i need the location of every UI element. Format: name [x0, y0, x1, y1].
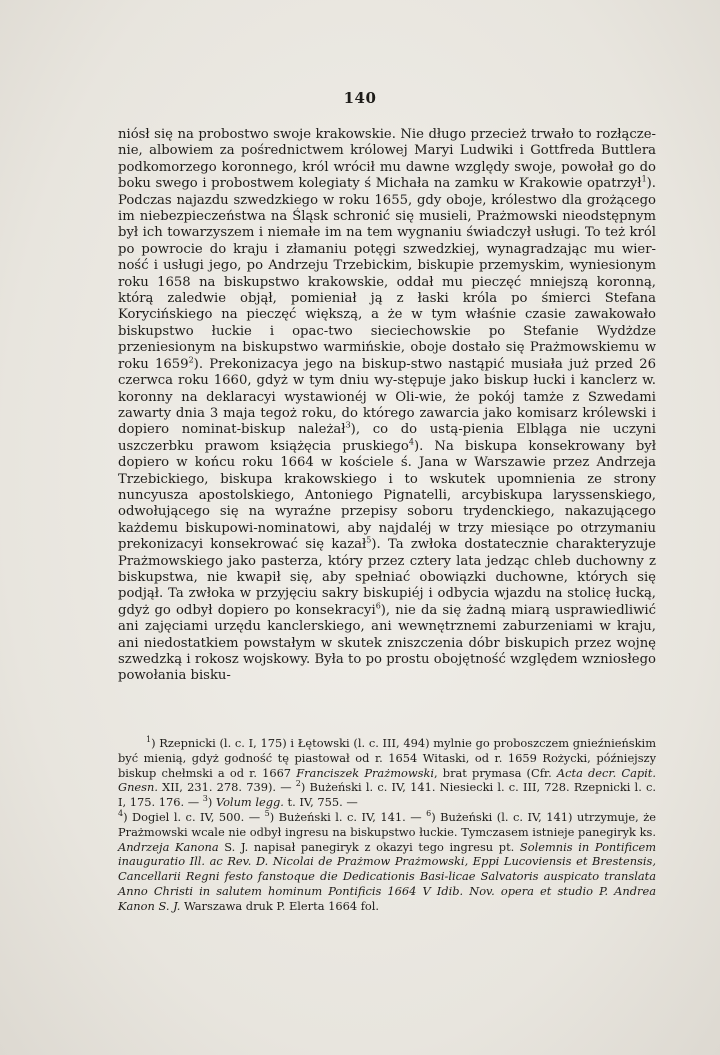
footnote-ref-4: 4 [408, 437, 414, 447]
footnote-ref-3: 3 [345, 420, 351, 430]
text-segment: ), co do ustą-pienia Elbląga nie uczyni uszczerbku prawom książęcia pruskiego [118, 422, 656, 454]
footnotes [118, 736, 656, 914]
text-segment: ). Na biskupa konsekrowany był dopiero w końcu roku 1664 w kościele ś. Jana w Warszawie przez Andrzeja Trzebickiego, biskupa krakowskiego i to wskutek upomnienia ze strony nuncyusza apostolskiego, Antoniego Pignatelli, arcybiskupa laryssenskiego, odwołującego się na wyraźne przepisy soboru trydenckiego, nakazującego każdemu biskupowi-nominatowi, aby najdaléj w trzy miesiące po otrzymaniu prekonizacyi konsekrować się kazał [118, 438, 656, 553]
footnote-text: ) Bużeński (l. c. IV, 141) utrzymuje, że Prażmowski wcale nie odbył ingresu na biskupstwo łuckie. Tymczasem istnieje panegiryk ks. [118, 809, 657, 839]
footnote-text: S. J. napisał panegiryk z okazyi tego ingresu pt. [218, 839, 520, 854]
text-segment: ), nie da się żadną miarą usprawiedliwić ani zajęciami urzędu kanclerskiego, ani wewnętrznemi zaburzeniami w kraju, ani niedostatkiem powstałym w skutek zniszczenia dóbr biskupich przez wojnę szwedzką i rokosz wojskowy. Była to po prostu obojętność względem wzniosłego powołania bisku- [118, 602, 656, 684]
footnote-text: ) Bużeński l. c. IV, 141. — [269, 809, 427, 824]
footnote-mark-6: 6 [426, 809, 432, 819]
footnote-text: t. IV, 755. — [283, 795, 358, 810]
footnote-text: , brat prymasa (Cfr. [434, 765, 557, 780]
main-text [118, 127, 656, 685]
footnote-mark-1: 1 [146, 735, 152, 745]
footnote-mark-2: 2 [295, 779, 301, 789]
footnote-mark-4: 4 [118, 809, 124, 819]
footnote-mark-5: 5 [264, 809, 270, 819]
footnote-italic: Andrzeja Kanona [118, 839, 219, 854]
footnote-italic: Volum legg. [215, 795, 284, 810]
footnote-ref-5: 5 [366, 535, 372, 545]
text-segment: ). Ta zwłoka dostatecznie charakteryzuje Prażmowskiego jako pasterza, który przez cztery lata jedząc chleb duchowny z biskupstwa, nie kwapił się, aby spełniać obowiązki duchowne, których się podjął. Ta zwłoka w przyjęciu sakry biskupiéj i odbycia wjazdu na stolicę łucką, gdyż go odbył dopiero po konsekracyi [118, 537, 656, 618]
text-segment: ). Podczas najazdu szwedzkiego w roku 1655, gdy oboje, królestwo dla grożącego im niebezpieczeństwa na Śląsk schronić się musieli, Prażmowski nieodstępnym był ich towarzyszem i niemałe im na tem wygnaniu świadczył usługi. To też król po powrocie do kraju i złamaniu potęgi szwedzkiej, wynagradzając mu wier-ność i usługi jego, po Andrzeju Trzebickim, biskupie przemyskim, wyniesionym roku 1658 na biskupstwo krakowskie, oddał mu pieczęć mniejszą koronną, którą zaledwie objął, pomieniał ją z łaski króla po śmierci Stefana Korycińskiego na pieczęć większą, a że w tym właśnie czasie zawakowało biskupstwo łuckie i opac-two sieciechowskie po Stefanie Wydżdze przeniesionym na biskupstwo warmińskie, oboje dostało się Prażmowskiemu w roku 1659 [118, 176, 656, 372]
footnote-italic: Franciszek Prażmowski [296, 765, 435, 780]
footnote-text: Warszawa druk P. Elerta 1664 fol. [180, 898, 380, 913]
page-number: 140 [343, 89, 377, 107]
footnote-text: ) Dogiel l. c. IV, 500. — [123, 809, 265, 824]
footnote-text: XII, 231. 278. 739). — [157, 780, 296, 795]
footnote-ref-1: 1 [641, 174, 647, 184]
text-segment: ). Prekonizacya jego na biskup-stwo nastąpić musiała już przed 26 czerwca roku 1660, gdyż w tym dniu wy-stępuje jako biskup łucki i kanclerz w. koronny na deklaracyi wystawionéj w Oli-wie, że pokój tamże z Szwedami zawarty dnia 3 maja tegoż roku, do którego zawarcia jako komisarz królewski i dopiero nominat-biskup należał [118, 356, 656, 438]
footnote-mark-3: 3 [202, 794, 208, 804]
main-paragraph [118, 127, 656, 685]
text-segment: niósł się na probostwo swoje krakowskie. Nie długo przecież trwało to rozłącze-nie, albowiem za pośrednictwem królowej Maryi Ludwiki i Gottfreda Buttlera podkomorzego koronnego, król wrócił mu dawne względy swoje, powołał go do boku swego i probostwem kolegiaty ś Michała na zamku w Krakowie opatrzył [118, 127, 656, 192]
footnote-ref-6: 6 [375, 601, 381, 611]
footnote-block [118, 736, 656, 914]
footnote-ref-2: 2 [188, 355, 194, 365]
footnote-text: ) [207, 795, 216, 810]
footnote-italic: Solemnis in Pontificem inauguratio Ill. ac Rev. D. Nicolai de Prażmow Prażmowski, Eppi Lucoviensis et Brestensis, Cancellarii Regni festo fanstoque die Dedicationis Basi-licae Salvatoris auspicato translata Anno Christi in salutem hominum Pontificis 1664 V Idib. Nov. opera et studio P. Andrea Kanon S. J. [118, 839, 656, 913]
footnote-text: ) Rzepnicki (l. c. I, 175) i Łętowski (l. c. III, 494) mylnie go proboszczem gnieźnieńskim być mienią, gdyż godność tę piastował od r. 1654 Witaski, od r. 1659 Rożycki, późniejszy biskup chełmski a od r. 1667 [118, 736, 656, 780]
footnote-italic: Acta decr. Capit. Gnesn. [118, 765, 656, 795]
footnote-text: ) Bużeński l. c. IV, 141. Niesiecki l. c. III, 728. Rzepnicki l. c. I, 175. 176. — [118, 780, 657, 810]
